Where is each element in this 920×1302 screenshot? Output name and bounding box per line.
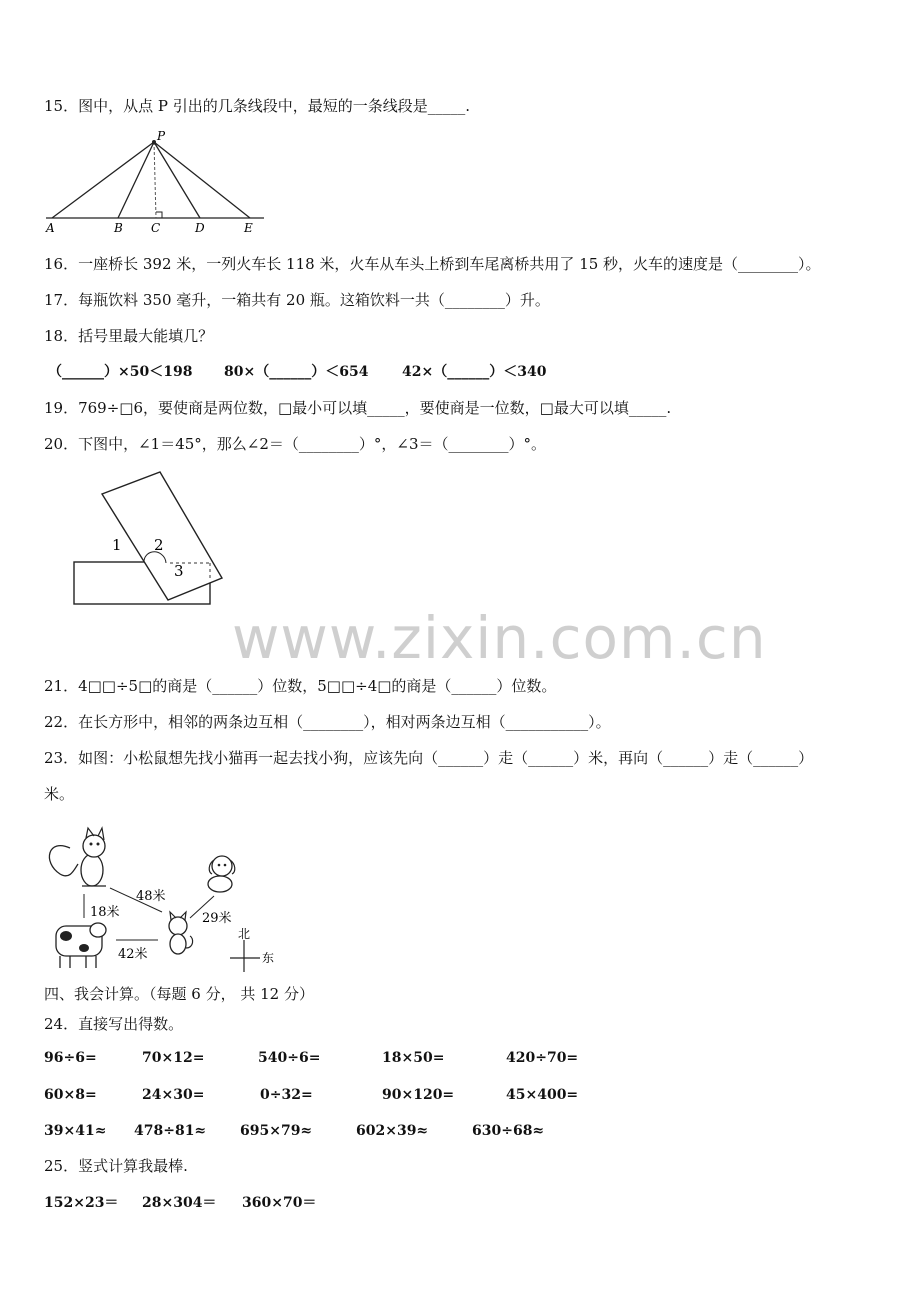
angle-3-label: 3 [174, 562, 184, 580]
east-label: 东 [262, 951, 275, 965]
question-23: 23．如图：小松鼠想先找小猫再一起去找小狗，应该先向（______）走（______）米，再向（______）走（______） [44, 749, 814, 767]
question-18: 18．括号里最大能填几？ [44, 327, 214, 345]
calc-item: 90×120= [382, 1087, 455, 1103]
point-c-label: C [151, 221, 161, 235]
cow-icon [56, 923, 106, 968]
calc-item: 478÷81≈ [134, 1123, 207, 1139]
question-21: 21．4□□÷5□的商是（______）位数，5□□÷4□的商是（______）位数。 [44, 677, 557, 695]
calc-item: 630÷68≈ [472, 1123, 545, 1139]
question-22: 22．在长方形中，相邻的两条边互相（________），相对两条边互相（___________）。 [44, 713, 611, 731]
question-17: 17．每瓶饮料 350 毫升，一箱共有 20 瓶。这箱饮料一共（________）升。 [44, 291, 550, 309]
calc-item: 39×41≈ [44, 1123, 107, 1139]
calc-item: 45×400= [506, 1087, 579, 1103]
calc-item: 96÷6= [44, 1050, 97, 1066]
dog-icon [208, 856, 235, 892]
vertical-calc-item: 152×23＝ [44, 1195, 119, 1211]
question-19: 19．769÷□6，要使商是两位数，□最小可以填_____，要使商是一位数，□最大可以填_____. [44, 399, 672, 417]
q18-item: 42×（______）＜340 [402, 364, 547, 380]
cat-icon [169, 912, 193, 954]
watermark: www.zixin.com.cn [232, 604, 767, 672]
question-20: 20．下图中，∠1＝45°，那么∠2＝（________）°，∠3＝（________）°。 [44, 435, 547, 453]
question-25: 25．竖式计算我最棒. [44, 1157, 188, 1175]
calc-item: 70×12= [142, 1050, 205, 1066]
vertical-calc-item: 28×304＝ [142, 1195, 217, 1211]
calc-item: 540÷6= [258, 1050, 321, 1066]
squirrel-icon [49, 828, 106, 886]
section-4-heading: 四、我会计算。（每题 6 分， 共 12 分） [44, 985, 314, 1003]
calc-item: 24×30= [142, 1087, 205, 1103]
question-15: 15．图中，从点 P 引出的几条线段中，最短的一条线段是_____. [44, 97, 470, 115]
point-d-label: D [195, 221, 205, 235]
calc-item: 0÷32= [260, 1087, 313, 1103]
q23-animal-map-figure [40, 826, 280, 974]
distance-42m-label: 42米 [118, 947, 148, 962]
vertical-calc-item: 360×70＝ [242, 1195, 317, 1211]
q20-rectangles-figure [68, 464, 232, 610]
question-23-continued: 米。 [44, 785, 75, 803]
distance-18m-label: 18米 [90, 905, 120, 920]
calc-item: 18×50= [382, 1050, 445, 1066]
distance-48m-label: 48米 [136, 889, 166, 904]
calc-row [44, 1048, 644, 1068]
calc-item: 602×39≈ [356, 1123, 429, 1139]
angle-1-label: 1 [112, 536, 122, 554]
q25-items-row [44, 1193, 644, 1213]
q18-item: （______）×50＜198 [48, 364, 193, 380]
angle-2-label: 2 [154, 536, 164, 554]
distance-29m-label: 29米 [202, 911, 232, 926]
q18-item: 80×（______）＜654 [224, 364, 369, 380]
point-b-label: B [114, 221, 123, 235]
q15-line-segment-figure [44, 128, 268, 236]
north-label: 北 [238, 927, 251, 941]
compass-icon [230, 940, 260, 972]
calc-row [44, 1085, 644, 1105]
calc-item: 60×8= [44, 1087, 97, 1103]
point-p-label: P [157, 129, 166, 143]
point-a-label: A [46, 221, 55, 235]
calc-item: 420÷70= [506, 1050, 579, 1066]
question-24: 24．直接写出得数。 [44, 1015, 184, 1033]
calc-item: 695×79≈ [240, 1123, 313, 1139]
point-e-label: E [244, 221, 253, 235]
question-16: 16．一座桥长 392 米，一列火车长 118 米，火车从车头上桥到车尾离桥共用了 15 秒，火车的速度是（________）。 [44, 255, 821, 273]
calc-row [44, 1121, 644, 1141]
q18-items-row [44, 362, 644, 382]
